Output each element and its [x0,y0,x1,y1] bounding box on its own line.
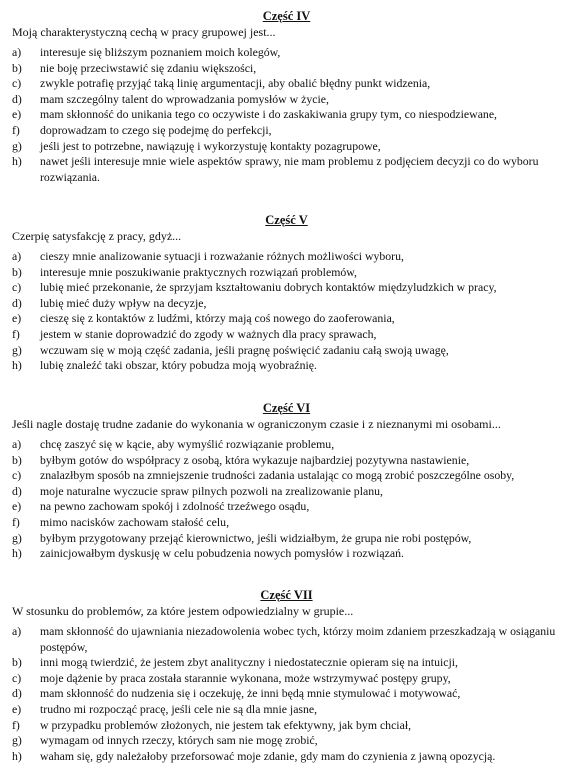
item-text: wczuwam się w moją część zadania, jeśli pragnę poświęcić zadaniu całą swoją uwagę, [40,342,449,357]
list-item [0,531,573,547]
item-text: cieszy mnie analizowanie sytuacji i rozważanie różnych możliwości wyboru, [40,249,404,263]
list-item [0,702,573,718]
item-text: mam skłonność do nudzenia się i oczekuję, że inni będą mnie stymulować i motywować, [40,686,461,701]
list-item [0,76,573,92]
list-item [0,655,573,671]
item-text: nawet jeśli interesuje mnie wiele aspektów sprawy, nie mam problemu z podjęciem decyzji co do wyboru rozwiązania. [40,154,539,184]
item-marker: g) [12,530,22,545]
item-marker: e) [12,701,22,716]
item-marker: e) [12,499,22,514]
item-marker: g) [12,138,22,153]
list-item [0,265,573,281]
item-marker: d) [12,686,22,701]
answer-list [0,249,573,374]
item-marker: f) [12,514,20,529]
item-marker: c) [12,280,22,295]
item-marker: f) [12,326,20,341]
list-item [0,468,573,484]
item-text: lubię mieć przekonanie, że sprzyjam kształtowaniu dobrych kontaktów międzyludzkich w pracy, [40,280,497,295]
item-text: inni mogą twierdzić, że jestem zbyt analityczny i niedostatecznie opieram się na intuicji, [40,655,458,670]
item-marker: a) [12,45,22,59]
item-marker: g) [12,342,22,357]
section-title: Część V [265,213,308,227]
item-text: mam skłonność do unikania tego co oczywiste i do zaskakiwania grupy tym, co niespodziewane, [40,107,498,122]
item-text: byłbym gotów do współpracy z osobą, która wykazuje najbardziej pozytywna nastawienie, [40,452,470,467]
item-marker: b) [12,655,22,670]
item-text: moje naturalne wyczucie spraw pilnych pozwoli na zrealizowanie planu, [40,483,383,498]
section-title: Część IV [262,9,311,23]
item-marker: d) [12,295,22,310]
item-marker: a) [12,624,22,638]
item-marker: a) [12,249,22,263]
section-part-vii [0,588,573,764]
item-text: na pewno zachowam spokój i zdolność trzeźwego osądu, [40,499,310,514]
section-part-vi [0,401,573,562]
list-item [0,327,573,343]
item-marker: e) [12,311,22,326]
list-item [0,499,573,515]
list-item [0,686,573,702]
section-intro: Moją charakterystyczną cechą w pracy grupowej jest... [12,25,276,39]
item-marker: d) [12,483,22,498]
list-item [0,546,573,562]
item-text: mam skłonność do ujawniania niezadowolenia wobec tych, którzy moim zdaniem przeszkadzają w osiąganiu postępów, [40,624,556,654]
item-marker: e) [12,107,22,122]
item-text: jestem w stanie doprowadzić do zgody w ważnych dla pracy sprawach, [40,326,377,341]
item-text: wymagam od innych rzeczy, których sam nie mogę zrobić, [40,733,318,748]
list-item [0,624,573,655]
item-text: moje dążenie by praca została starannie wykonana, może wstrzymywać postępy grupy, [40,670,451,685]
list-item [0,453,573,469]
list-item [0,718,573,734]
list-item [0,45,573,61]
item-text: nie boję przeciwstawić się zdaniu większości, [40,60,257,75]
section-intro: Jeśli nagle dostaję trudne zadanie do wykonania w ograniczonym czasie i z nieznanymi mi osobami... [12,417,501,431]
item-text: chcę zaszyć się w kącie, aby wymyślić rozwiązanie problemu, [40,437,335,451]
list-item [0,484,573,500]
item-marker: g) [12,733,22,748]
item-marker: h) [12,748,22,763]
item-text: zainicjowałbym dyskusję w celu pobudzenia nowych pomysłów i rozwiązań. [40,546,404,561]
list-item [0,92,573,108]
item-marker: b) [12,264,22,279]
item-marker: c) [12,670,22,685]
item-marker: a) [12,437,22,451]
list-item [0,61,573,77]
item-text: mimo nacisków zachowam stałość celu, [40,514,230,529]
item-marker: c) [12,468,22,483]
section-intro: W stosunku do problemów, za które jestem odpowiedzialny w grupie... [12,604,354,618]
item-text: byłbym przygotowany przejąć kierownictwo, jeśli widziałbym, że grupa nie robi postępów, [40,530,472,545]
item-text: trudno mi rozpocząć pracę, jeśli cele nie są dla mnie jasne, [40,701,318,716]
item-marker: f) [12,122,20,137]
answer-list [0,624,573,764]
item-marker: b) [12,452,22,467]
item-text: interesuje mnie poszukiwanie praktycznych rozwiązań problemów, [40,264,357,279]
list-item [0,296,573,312]
list-item [0,249,573,265]
list-item [0,733,573,749]
section-part-v [0,213,573,374]
item-text: w przypadku problemów złożonych, nie jestem tak efektywny, jak bym chciał, [40,717,412,732]
list-item [0,123,573,139]
section-title: Część VI [262,401,311,415]
section-part-iv [0,9,573,185]
item-text: lubię mieć duży wpływ na decyzje, [40,295,207,310]
item-text: doprowadzam to czego się podejmę do perfekcji, [40,122,272,137]
answer-list [0,45,573,185]
section-intro: Czerpię satysfakcję z pracy, gdyż... [12,229,182,243]
list-item [0,107,573,123]
list-item [0,749,573,765]
list-item [0,154,573,185]
item-marker: c) [12,76,22,91]
item-text: waham się, gdy należałoby przeforsować moje zdanie, gdy mam do czynienia z jawną opozycją. [40,748,496,763]
list-item [0,671,573,687]
item-marker: b) [12,60,22,75]
list-item [0,343,573,359]
item-text: zwykle potrafię przyjąć taką linię argumentacji, aby obalić błędny punkt widzenia, [40,76,431,91]
item-text: lubię znaleźć taki obszar, który pobudza moją wyobraźnię. [40,358,317,373]
list-item [0,280,573,296]
item-marker: d) [12,91,22,106]
item-text: znalazłbym sposób na zmniejszenie trudności zadania ustalając co mogą zrobić poszczególne osoby, [40,468,515,483]
list-item [0,311,573,327]
item-marker: h) [12,154,22,169]
answer-list [0,437,573,562]
section-title: Część VII [260,588,313,602]
item-text: interesuje się bliższym poznaniem moich kolegów, [40,45,281,59]
list-item [0,515,573,531]
item-text: cieszę się z kontaktów z ludźmi, którzy mają coś nowego do zaoferowania, [40,311,395,326]
list-item [0,139,573,155]
list-item [0,437,573,453]
item-marker: h) [12,358,22,373]
item-marker: f) [12,717,20,732]
item-text: mam szczególny talent do wprowadzania pomysłów w życie, [40,91,329,106]
item-marker: h) [12,546,22,561]
list-item [0,358,573,374]
item-text: jeśli jest to potrzebne, nawiązuję i wykorzystuję kontakty pozagrupowe, [40,138,381,153]
